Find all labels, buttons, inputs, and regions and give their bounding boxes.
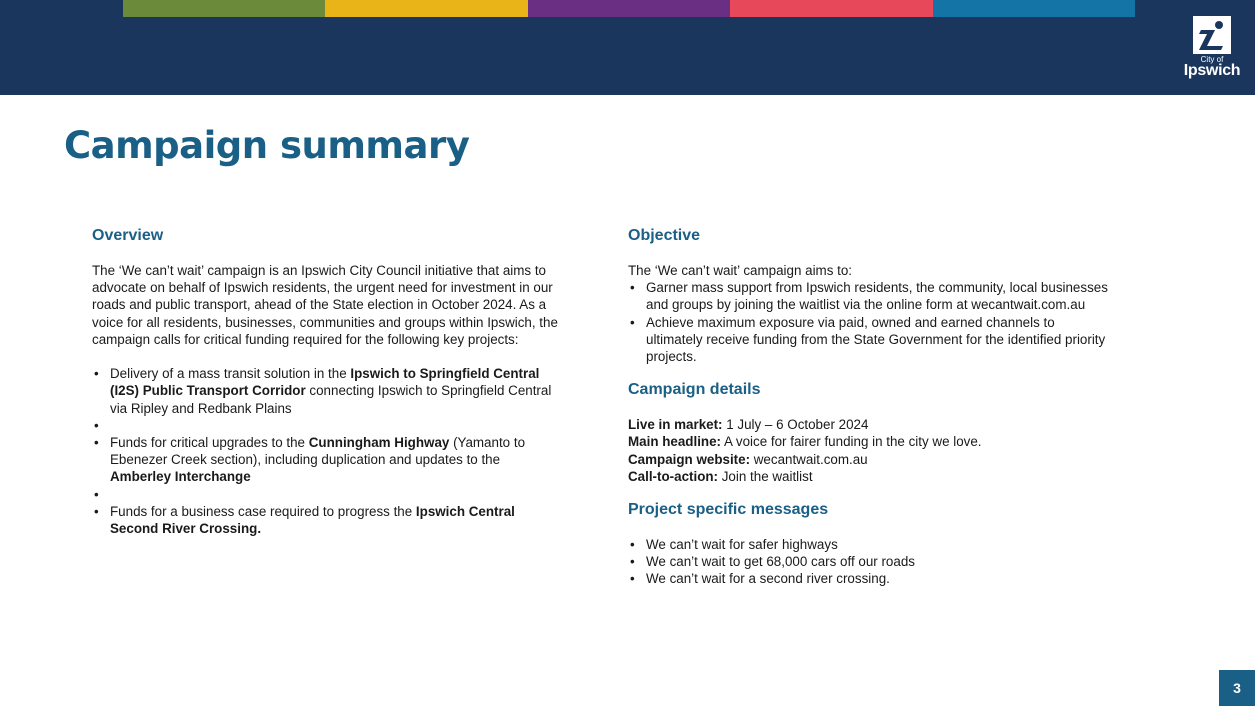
logo-city-of: City of — [1200, 55, 1224, 64]
campaign-details-list — [628, 416, 1108, 485]
overview-body: The ‘We can’t wait’ campaign is an Ipswich City Council initiative that aims to advocate on behalf of Ipswich residents, the urgent need for investment in our roads and public transport, ahead of the State election in October 2024. As a voice for all residents, businesses, communities and groups within Ipswich, the campaign calls for critical funding required for the following key projects: — [92, 263, 558, 347]
color-stripes — [123, 0, 1135, 17]
right-column — [628, 226, 1108, 588]
stripe-purple — [528, 0, 730, 17]
stripe-blue — [933, 0, 1135, 17]
list-item: • Funds for a business case required to progress the Ipswich Central Second River Crossing. — [92, 503, 562, 537]
logo-ipswich: Ipswich — [1183, 62, 1241, 79]
key-projects-list — [92, 365, 562, 537]
stripe-yellow — [325, 0, 527, 17]
detail-row: Live in market: 1 July – 6 October 2024 — [628, 417, 869, 433]
list-item: • Delivery of a mass transit solution in the Ipswich to Springfield Central (I2S) Public Transport Corridor connecting Ipswich to Springfield Central via Ripley and Redbank Plains — [92, 365, 562, 417]
header-bar — [0, 0, 1255, 95]
objective-intro: The ‘We can’t wait’ campaign aims to: — [628, 263, 853, 278]
list-item: • We can’t wait to get 68,000 cars off our roads — [628, 553, 1108, 570]
project-messages-heading: Project specific messages — [628, 501, 829, 519]
overview-section — [92, 226, 562, 537]
list-item: • Garner mass support from Ipswich residents, the community, local businesses and groups by joining the waitlist via the online form at wecantwait.com.au — [628, 279, 1108, 313]
page-title: Campaign summary — [64, 124, 470, 167]
overview-heading: Overview — [92, 227, 164, 244]
objective-heading: Objective — [628, 227, 701, 244]
project-messages-list — [628, 536, 1108, 588]
list-item: • Funds for critical upgrades to the Cunningham Highway (Yamanto to Ebenezer Creek section), including duplication and updates to the Amberley Interchange — [92, 434, 562, 486]
logo-mark-icon — [1193, 16, 1231, 54]
objective-list — [628, 279, 1108, 365]
stripe-red — [730, 0, 932, 17]
detail-row: Call-to-action: Join the waitlist — [628, 468, 813, 484]
campaign-details-heading: Campaign details — [628, 381, 761, 399]
list-item: • We can’t wait for a second river crossing. — [628, 570, 1108, 587]
city-of-ipswich-logo — [1180, 14, 1244, 80]
detail-row: Main headline: A voice for fairer funding in the city we love. — [628, 434, 982, 450]
stripe-green — [123, 0, 325, 17]
list-item: • Achieve maximum exposure via paid, owned and earned channels to ultimately receive funding from the State Government for the identified priority projects. — [628, 314, 1108, 366]
list-item: • We can’t wait for safer highways — [628, 536, 1108, 553]
page-number: 3 — [1219, 670, 1255, 706]
detail-row: Campaign website: wecantwait.com.au — [628, 451, 868, 467]
